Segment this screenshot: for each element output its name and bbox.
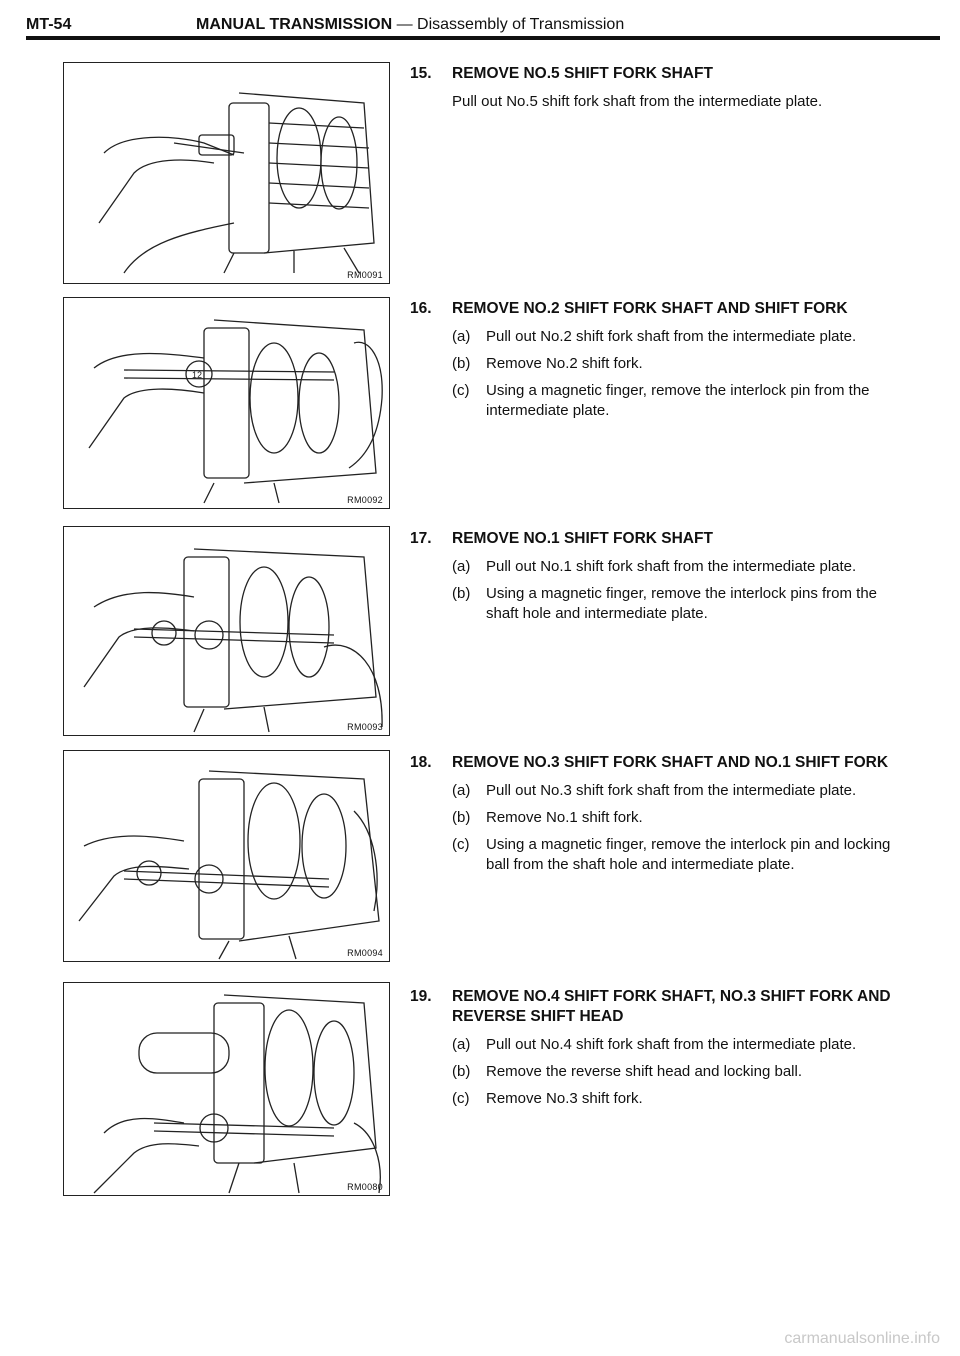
substep-letter: (a) xyxy=(452,1036,471,1053)
site-watermark: carmanualsonline.info xyxy=(784,1330,940,1347)
figure-code: RM0080 xyxy=(347,1182,383,1192)
page-title xyxy=(196,16,624,34)
substep xyxy=(452,781,910,801)
substep-text: Remove No.2 shift fork. xyxy=(486,355,643,372)
substep-letter: (c) xyxy=(452,1090,470,1107)
substep-text: Remove No.1 shift fork. xyxy=(486,809,643,826)
figure-2-drawing xyxy=(64,298,389,508)
substep-text: Pull out No.3 shift fork shaft from the intermediate plate. xyxy=(486,782,857,799)
step-17 xyxy=(410,529,910,631)
substep-letter: (c) xyxy=(452,382,470,399)
substep-text: Pull out No.1 shift fork shaft from the intermediate plate. xyxy=(486,558,857,575)
substep-text: Remove No.3 shift fork. xyxy=(486,1090,643,1107)
substep xyxy=(452,808,910,828)
step-15 xyxy=(410,64,910,112)
step-16 xyxy=(410,299,910,428)
substep-letter: (a) xyxy=(452,558,471,575)
figure-5-drawing xyxy=(64,983,389,1195)
step-19 xyxy=(410,987,910,1116)
step-18 xyxy=(410,753,910,882)
section-title: MANUAL TRANSMISSION xyxy=(196,16,393,33)
substep xyxy=(452,1035,910,1055)
substep-text: Using a magnetic finger, remove the interlock pin and locking ball from the shaft hole and intermediate plate. xyxy=(486,836,891,873)
substep-text: Remove the reverse shift head and locking ball. xyxy=(486,1063,803,1080)
page-code: MT-54 xyxy=(26,16,72,33)
substep-text: Using a magnetic finger, remove the interlock pins from the shaft hole and intermediate plate. xyxy=(486,585,878,622)
page-header xyxy=(26,0,940,40)
figure-code: RM0093 xyxy=(347,722,383,732)
substep xyxy=(452,381,910,421)
figure-4 xyxy=(63,750,390,962)
substep xyxy=(452,557,910,577)
step-title: REMOVE NO.5 SHIFT FORK SHAFT xyxy=(452,65,713,82)
step-title: REMOVE NO.4 SHIFT FORK SHAFT, NO.3 SHIFT FORK AND REVERSE SHIFT HEAD xyxy=(452,988,891,1025)
step-title: REMOVE NO.2 SHIFT FORK SHAFT AND SHIFT FORK xyxy=(452,300,848,317)
figure-code: RM0091 xyxy=(347,270,383,280)
substep-letter: (b) xyxy=(452,809,471,826)
substep-letter: (a) xyxy=(452,328,471,345)
figure-code: RM0094 xyxy=(347,948,383,958)
figure-1-drawing xyxy=(64,63,389,283)
substep-letter: (c) xyxy=(452,836,470,853)
substep-text: Pull out No.2 shift fork shaft from the intermediate plate. xyxy=(486,328,857,345)
figure-4-drawing xyxy=(64,751,389,961)
substep xyxy=(452,835,910,875)
substep-letter: (b) xyxy=(452,355,471,372)
substep xyxy=(452,354,910,374)
step-number: 15. xyxy=(410,65,432,82)
step-number: 19. xyxy=(410,988,432,1005)
step-title: REMOVE NO.3 SHIFT FORK SHAFT AND NO.1 SHIFT FORK xyxy=(452,754,889,771)
figure-code: RM0092 xyxy=(347,495,383,505)
subsection-title: — Disassembly of Transmission xyxy=(392,16,625,33)
figure-3-drawing xyxy=(64,527,389,735)
step-text: Pull out No.5 shift fork shaft from the intermediate plate. xyxy=(452,93,823,110)
step-number: 17. xyxy=(410,530,432,547)
substep xyxy=(452,1089,910,1109)
substep-letter: (a) xyxy=(452,782,471,799)
substep-text: Using a magnetic finger, remove the interlock pin from the intermediate plate. xyxy=(486,382,870,419)
figure-5 xyxy=(63,982,390,1196)
substep-letter: (b) xyxy=(452,585,471,602)
substep xyxy=(452,584,910,624)
figure-2 xyxy=(63,297,390,509)
step-number: 18. xyxy=(410,754,432,771)
step-title: REMOVE NO.1 SHIFT FORK SHAFT xyxy=(452,530,713,547)
substep-letter: (b) xyxy=(452,1063,471,1080)
svg-text:12: 12 xyxy=(192,370,203,380)
figure-3 xyxy=(63,526,390,736)
substep xyxy=(452,1062,910,1082)
substep xyxy=(452,327,910,347)
figure-1 xyxy=(63,62,390,284)
step-number: 16. xyxy=(410,300,432,317)
substep-text: Pull out No.4 shift fork shaft from the intermediate plate. xyxy=(486,1036,857,1053)
